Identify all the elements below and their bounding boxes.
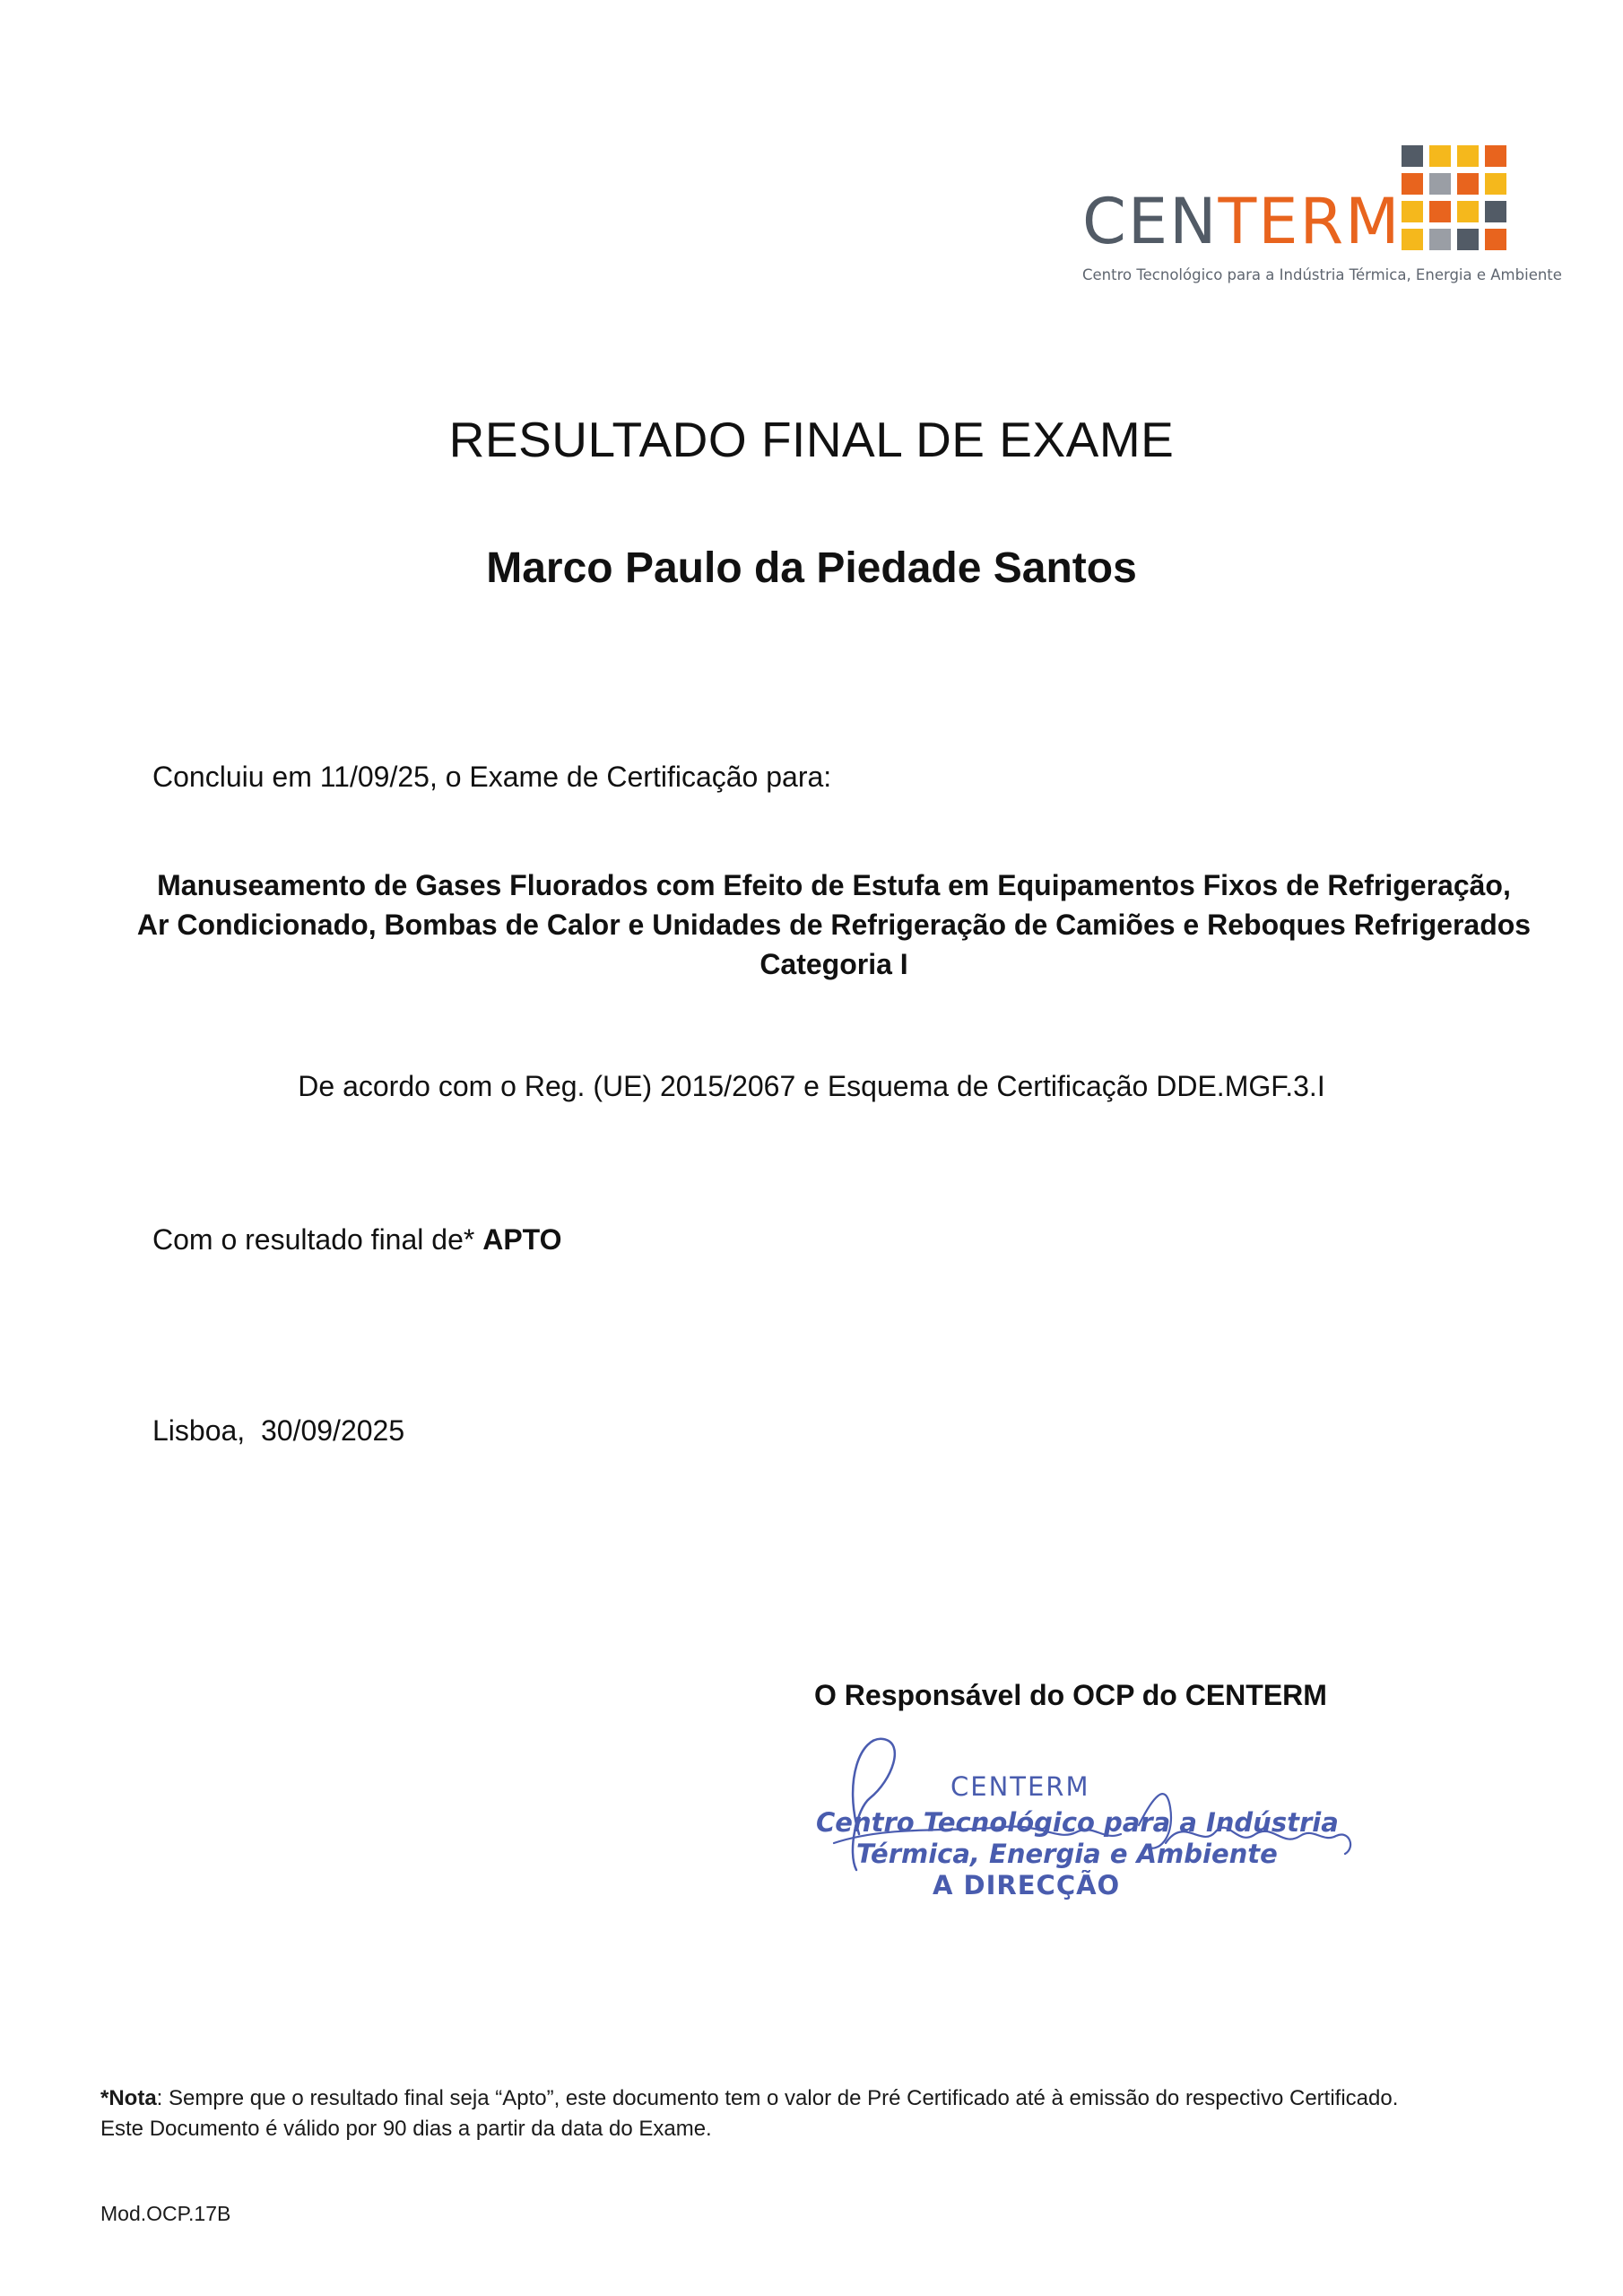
course-title [126,865,1542,984]
footnote [100,2083,1398,2144]
logo-word-part1: CEN [1082,185,1219,258]
footnote-line-1-text: : Sempre que o resultado final seja “Apto”, este documento tem o valor de Pré Certificado até à emissão do respectivo Certificado. [156,2086,1399,2110]
course-line-1: Manuseamento de Gases Fluorados com Efeito de Estufa em Equipamentos Fixos de Refrigeração, [157,869,1511,901]
footnote-line-2: Este Documento é válido por 90 dias a partir da data do Exame. [100,2117,712,2141]
document-title: RESULTADO FINAL DE EXAME [448,412,1175,467]
place-date: Lisboa, 30/09/2025 [152,1414,405,1447]
result-value: APTO [482,1223,562,1256]
intro-text: Concluiu em 11/09/25, o Exame de Certificação para: [152,761,832,793]
logo-wordmark [1082,185,1402,258]
logo-squares-icon [1402,145,1507,251]
footnote-line-1 [100,2083,1398,2114]
logo-tagline: Centro Tecnológico para a Indústria Térmica, Energia e Ambiente [1082,266,1562,283]
stamp-line-2: Centro Tecnológico para a Indústria [816,1807,1339,1838]
form-code: Mod.OCP.17B [100,2202,231,2225]
responsible-title: O Responsável do OCP do CENTERM [814,1679,1327,1711]
official-stamp [807,1726,1381,1906]
footnote-prefix: *Nota [100,2086,157,2110]
course-line-3: Categoria I [759,948,908,980]
course-line-2: Ar Condicionado, Bombas de Calor e Unidades de Refrigeração de Camiões e Reboques Refrigerados [136,909,1532,941]
regulation-text: De acordo com o Reg. (UE) 2015/2067 e Esquema de Certificação DDE.MGF.3.I [298,1070,1325,1102]
centerm-logo [1072,144,1562,287]
handwritten-signature [807,1726,1381,1906]
logo-word-part2: TERM [1218,185,1402,258]
stamp-line-4: A DIRECÇÃO [933,1870,1121,1900]
result-label: Com o resultado final de* [152,1223,475,1256]
stamp-line-3: Térmica, Energia e Ambiente [856,1839,1278,1869]
candidate-name: Marco Paulo da Piedade Santos [486,544,1137,592]
stamp-line-1: CENTERM [950,1771,1090,1802]
result-line [152,1222,562,1259]
